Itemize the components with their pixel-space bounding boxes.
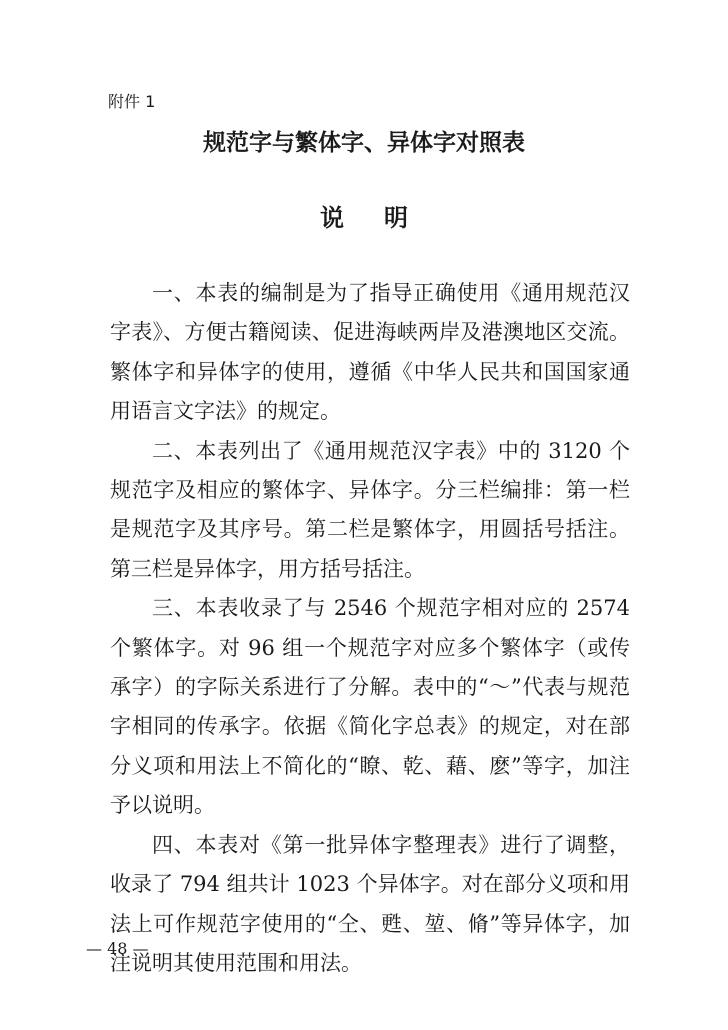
paragraph-3: 三、本表收录了与 2546 个规范字相对应的 2574 个繁体字。对 96 组一个规范字对应多个繁体字（或传承字）的字际关系进行了分解。表中的“～”代表与规范字相同的传承字。依据《简化字总表》的规定，对在部分义项和用法上不简化的“瞭、乾、藉、麽”等字，加注予以说明。 (110, 596, 630, 818)
body-text (110, 274, 630, 983)
page-number: — 48 — (86, 939, 149, 958)
paragraph-1: 一、本表的编制是为了指导正确使用《通用规范汉字表》、方便古籍阅读、促进海峡两岸及港澳地区交流。繁体字和异体字的使用，遵循《中华人民共和国国家通用语言文字法》的规定。 (110, 281, 630, 424)
attachment-label: 附件 1 (108, 92, 156, 111)
section-title: 说明 (320, 204, 448, 232)
document-title: 规范字与繁体字、异体字对照表 (203, 130, 525, 156)
paragraph-4: 四、本表对《第一批异体字整理表》进行了调整，收录了 794 组共计 1023 个异体字。对在部分义项和用法上可作规范字使用的“仝、甦、堃、脩”等异体字，加注说明其使用范围和用法。 (110, 832, 630, 975)
paragraph-2: 二、本表列出了《通用规范汉字表》中的 3120 个规范字及相应的繁体字、异体字。分三栏编排：第一栏是规范字及其序号。第二栏是繁体字，用圆括号括注。第三栏是异体字，用方括号括注。 (110, 438, 630, 581)
